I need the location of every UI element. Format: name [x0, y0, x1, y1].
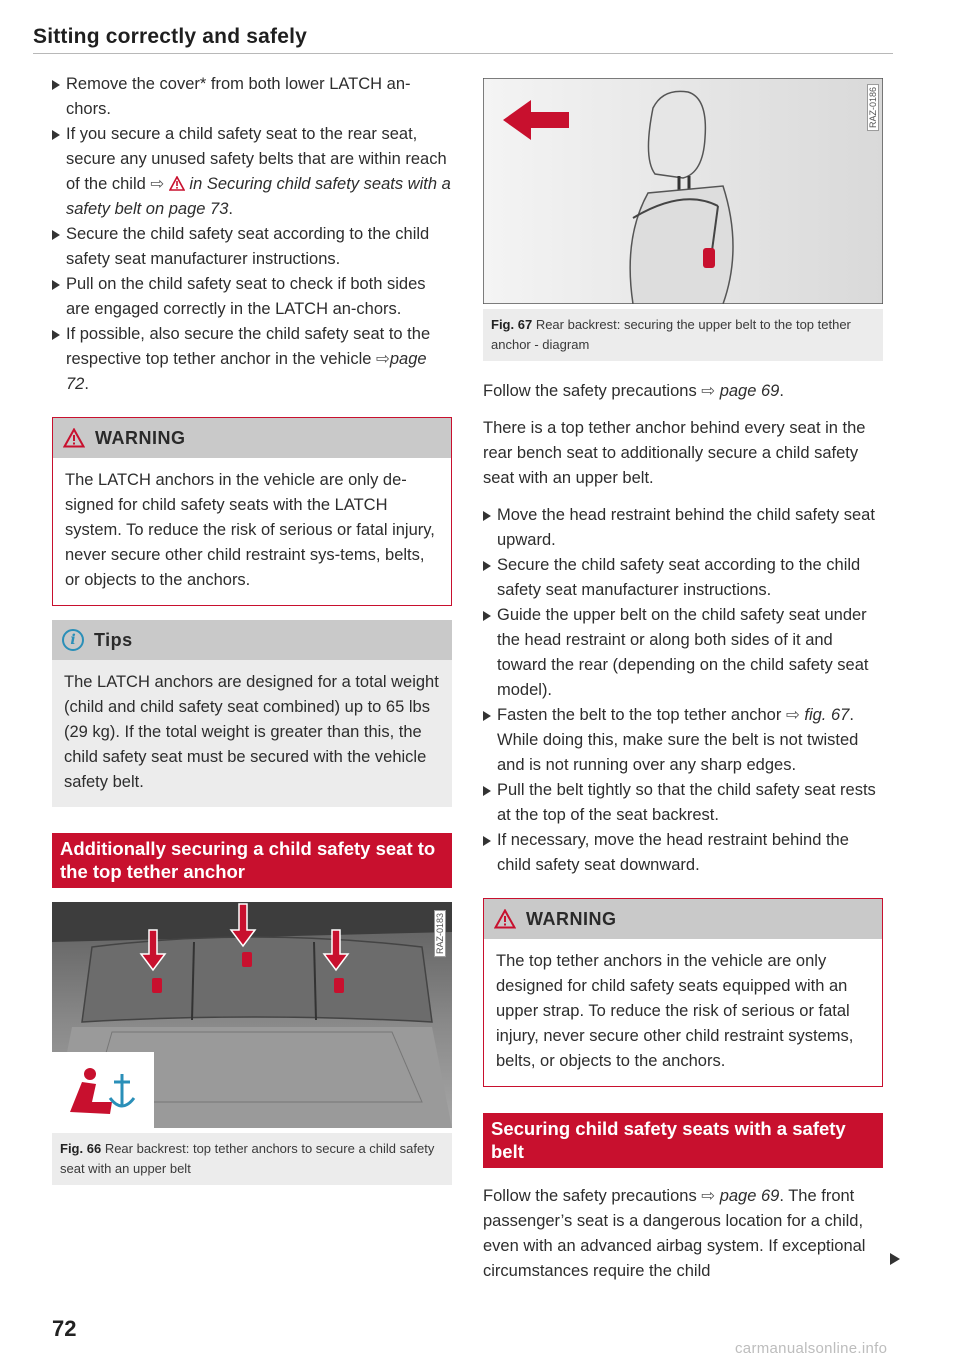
bullet-icon [52, 280, 60, 290]
bullet-icon [52, 330, 60, 340]
page-reference-link[interactable]: page 72 [66, 350, 427, 393]
warning-text: The top tether anchors in the vehicle are only designed for child safety seats equipped with an upper strap. To reduce the risk of serious or fatal injury, never secure other child restraint systems, belts, or objects to the anchors. [496, 952, 854, 1070]
watermark: carmanualsonline.info [735, 1340, 888, 1357]
intro-paragraph: Follow the safety precautions ⇨ page 69. [483, 382, 784, 400]
list-item: Secure the child safety seat according to the child safety seat manufacturer instructions. [483, 553, 883, 603]
continued-arrow-icon [890, 1253, 900, 1265]
figure-code: RAZ-0183 [434, 910, 446, 957]
page-number: 72 [52, 1316, 77, 1341]
list-item: Move the head restraint behind the child safety seat upward. [483, 503, 883, 553]
bullet-icon [483, 786, 491, 796]
bullet-icon [52, 130, 60, 140]
list-item: If you secure a child safety seat to the rear seat, secure any unused safety belts that are within reach of the child ⇨ in Securing child safety seats with a safety belt on page 73. [52, 122, 452, 222]
info-icon: i [62, 629, 84, 651]
tips-text: The LATCH anchors are designed for a total weight (child and child safety seat combined) up to 65 lbs (29 kg). If the total weight is greater than this, the child safety seat must be secured with the vehicle safety belt. [64, 673, 439, 791]
arrow-icon: ⇨ [701, 1187, 720, 1205]
figure-code: RAZ-0186 [867, 84, 879, 131]
warning-triangle-icon [63, 428, 85, 448]
warning-title: WARNING [95, 427, 186, 448]
bullet-icon [483, 836, 491, 846]
bullet-icon [483, 711, 491, 721]
warning-box-latch [52, 417, 452, 606]
figure-caption: Fig. 67 Rear backrest: securing the upper belt to the top tether anchor - diagram [483, 309, 883, 361]
list-item: Guide the upper belt on the child safety seat under the head restraint or along both sides of it and toward the rear (depending on the child safety seat model). [483, 603, 883, 703]
list-item: Fasten the belt to the top tether anchor ⇨ fig. 67. While doing this, make sure the belt is not twisted and is not running over any sharp edges. [483, 703, 883, 778]
list-item: If possible, also secure the child safety seat to the respective top tether anchor in the vehicle ⇨page 72. [52, 322, 452, 397]
head-restraint-diagram-image [483, 78, 883, 304]
page-title: Sitting correctly and safely [33, 25, 308, 48]
arrow-icon: ⇨ [376, 350, 390, 368]
warning-triangle-icon [169, 176, 185, 191]
left-column [52, 72, 452, 1185]
description-paragraph: There is a top tether anchor behind every seat in the rear bench seat to additionally secure a child safety seat with an upper belt. [483, 419, 866, 487]
bullet-icon [52, 80, 60, 90]
arrow-icon: ⇨ [701, 382, 720, 400]
figure-66 [52, 902, 452, 1185]
cross-reference-link[interactable]: in Securing child safety seats with a safety belt on page 73 [66, 175, 451, 218]
right-column [483, 78, 883, 1284]
warning-box-top-tether [483, 898, 883, 1087]
tips-box [52, 620, 452, 807]
list-item: Secure the child safety seat according to the child safety seat manufacturer instructions. [52, 222, 452, 272]
warning-header [53, 418, 451, 458]
figure-reference-link[interactable]: fig. 67 [804, 706, 850, 724]
arrow-icon: ⇨ [150, 175, 169, 193]
section-heading-top-tether: Additionally securing a child safety seat to the top tether anchor [52, 833, 452, 888]
latch-steps [52, 72, 452, 397]
bullet-icon [483, 561, 491, 571]
warning-text: The LATCH anchors in the vehicle are only de-signed for child safety seats with the LATCH system. To reduce the risk of serious or fatal injury, never secure other child restraint sys-tems, belts, or objects to the anchors. [65, 471, 435, 589]
bullet-icon [52, 230, 60, 240]
safety-belt-paragraph: Follow the safety precautions ⇨ page 69. The front passenger’s seat is a dangerous location for a child, even with an advanced airbag system. If exceptional circumstances require the child [483, 1187, 866, 1280]
page-reference-link[interactable]: page 69 [719, 382, 780, 400]
arrow-icon: ⇨ [785, 706, 805, 724]
warning-title: WARNING [526, 908, 617, 929]
tips-title: Tips [94, 629, 133, 650]
list-item: Remove the cover* from both lower LATCH an-chors. [52, 72, 452, 122]
top-tether-steps [483, 503, 883, 878]
rear-backrest-anchors-image [52, 902, 452, 1128]
page-header [33, 24, 893, 54]
bullet-icon [483, 611, 491, 621]
section-heading-safety-belt: Securing child safety seats with a safety belt [483, 1113, 883, 1168]
figure-67 [483, 78, 883, 361]
bullet-icon [483, 511, 491, 521]
warning-triangle-icon [494, 909, 516, 929]
list-item: If necessary, move the head restraint behind the child safety seat downward. [483, 828, 883, 878]
list-item: Pull the belt tightly so that the child safety seat rests at the top of the seat backrest. [483, 778, 883, 828]
tips-header [52, 620, 452, 660]
figure-caption: Fig. 66 Rear backrest: top tether anchors to secure a child safety seat with an upper belt [52, 1133, 452, 1185]
list-item: Pull on the child safety seat to check if both sides are engaged correctly in the LATCH an-chors. [52, 272, 452, 322]
warning-header [484, 899, 882, 939]
page-reference-link[interactable]: page 69 [719, 1187, 780, 1205]
